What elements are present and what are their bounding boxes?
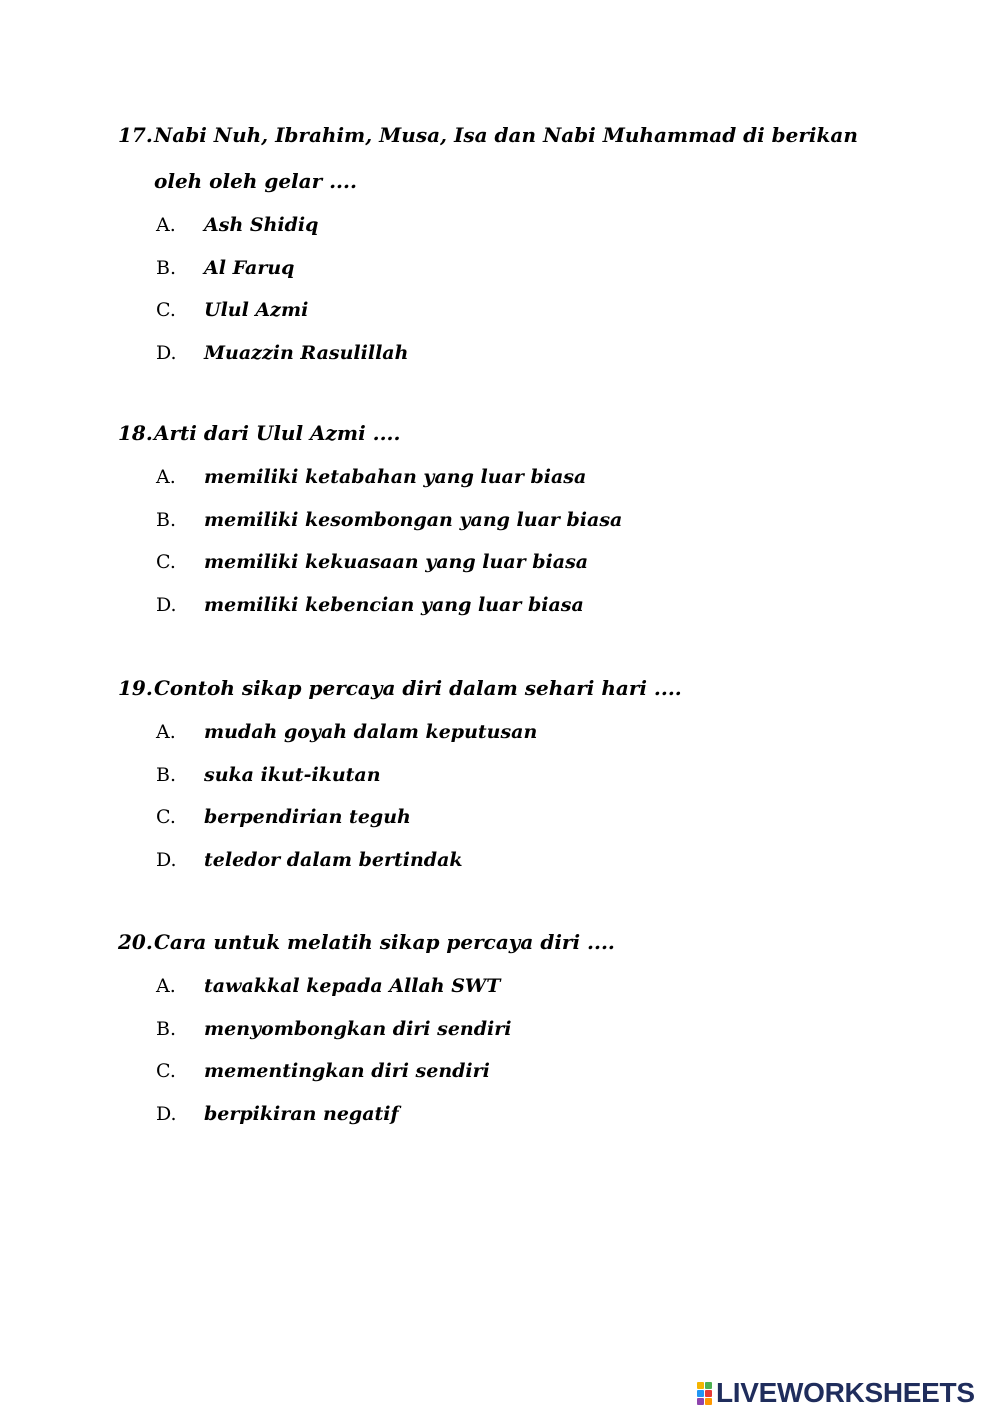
option-letter: B.	[156, 256, 177, 279]
option-text: Muazzin Rasulillah	[204, 341, 409, 364]
option-letter: D.	[156, 593, 177, 616]
logo-text: LIVEWORKSHEETS	[716, 1377, 975, 1408]
option-c[interactable]	[156, 796, 898, 839]
option-text: teledor dalam bertindak	[204, 848, 463, 871]
option-letter: B.	[156, 508, 177, 531]
option-text: Ash Shidiq	[204, 214, 319, 236]
option-letter: A.	[156, 466, 176, 488]
logo-mark-square	[697, 1382, 704, 1389]
liveworksheets-logo	[697, 1378, 975, 1408]
logo-mark-square	[705, 1382, 712, 1389]
option-b[interactable]	[156, 754, 898, 797]
question-number: 17.	[118, 123, 153, 147]
question-text: Cara untuk melatih sikap percaya diri ....	[154, 930, 615, 954]
option-text: Al Faruq	[204, 256, 295, 279]
option-letter: D.	[156, 848, 177, 871]
option-a[interactable]	[156, 204, 898, 247]
option-text: memiliki kesombongan yang luar biasa	[204, 508, 623, 531]
option-text: mudah goyah dalam keputusan	[204, 721, 538, 743]
question-stem	[118, 919, 898, 965]
option-letter: A.	[156, 975, 176, 997]
logo-mark-square	[705, 1398, 712, 1405]
option-text: suka ikut-ikutan	[204, 763, 381, 786]
option-c[interactable]	[156, 289, 898, 332]
option-letter: C.	[156, 299, 176, 321]
question-18	[118, 410, 898, 626]
question-number: 20.	[118, 930, 153, 954]
option-letter: D.	[156, 1102, 177, 1125]
option-d[interactable]	[156, 584, 898, 627]
option-b[interactable]	[156, 247, 898, 290]
option-letter: A.	[156, 214, 176, 236]
option-b[interactable]	[156, 499, 898, 542]
option-letter: D.	[156, 341, 177, 364]
logo-mark-square	[697, 1398, 704, 1405]
question-text: Contoh sikap percaya diri dalam sehari hari ....	[154, 676, 682, 700]
option-text: memiliki kebencian yang luar biasa	[204, 593, 584, 616]
option-text: memiliki kekuasaan yang luar biasa	[204, 551, 589, 573]
option-text: berpendirian teguh	[204, 806, 411, 828]
option-letter: B.	[156, 763, 177, 786]
question-number: 19.	[118, 676, 153, 700]
option-text: mementingkan diri sendiri	[204, 1060, 490, 1082]
question-17	[118, 112, 898, 374]
option-a[interactable]	[156, 456, 898, 499]
option-letter: C.	[156, 806, 176, 828]
logo-mark-square	[705, 1390, 712, 1397]
option-d[interactable]	[156, 332, 898, 375]
options-list	[156, 711, 898, 881]
liveworksheets-logo-icon	[697, 1382, 712, 1405]
options-list	[156, 965, 898, 1135]
options-list	[156, 204, 898, 374]
question-stem	[118, 112, 898, 204]
option-letter: C.	[156, 551, 176, 573]
option-text: Ulul Azmi	[204, 299, 309, 321]
option-c[interactable]	[156, 1050, 898, 1093]
question-number: 18.	[118, 421, 153, 445]
option-text: memiliki ketabahan yang luar biasa	[204, 466, 587, 488]
option-a[interactable]	[156, 965, 898, 1008]
options-list	[156, 456, 898, 626]
option-letter: C.	[156, 1060, 176, 1082]
question-20	[118, 919, 898, 1135]
option-text: menyombongkan diri sendiri	[204, 1017, 512, 1040]
option-text: berpikiran negatif	[204, 1102, 399, 1125]
option-a[interactable]	[156, 711, 898, 754]
option-c[interactable]	[156, 541, 898, 584]
question-19	[118, 665, 898, 881]
question-text: Nabi Nuh, Ibrahim, Musa, Isa dan Nabi Muhammad di berikan oleh oleh gelar ....	[154, 123, 858, 193]
option-text: tawakkal kepada Allah SWT	[204, 975, 501, 997]
option-d[interactable]	[156, 1093, 898, 1136]
question-stem	[118, 410, 898, 456]
question-text: Arti dari Ulul Azmi ....	[154, 421, 401, 445]
option-d[interactable]	[156, 839, 898, 882]
logo-mark-square	[697, 1390, 704, 1397]
option-letter: B.	[156, 1017, 177, 1040]
option-b[interactable]	[156, 1008, 898, 1051]
option-letter: A.	[156, 721, 176, 743]
question-stem	[118, 665, 898, 711]
